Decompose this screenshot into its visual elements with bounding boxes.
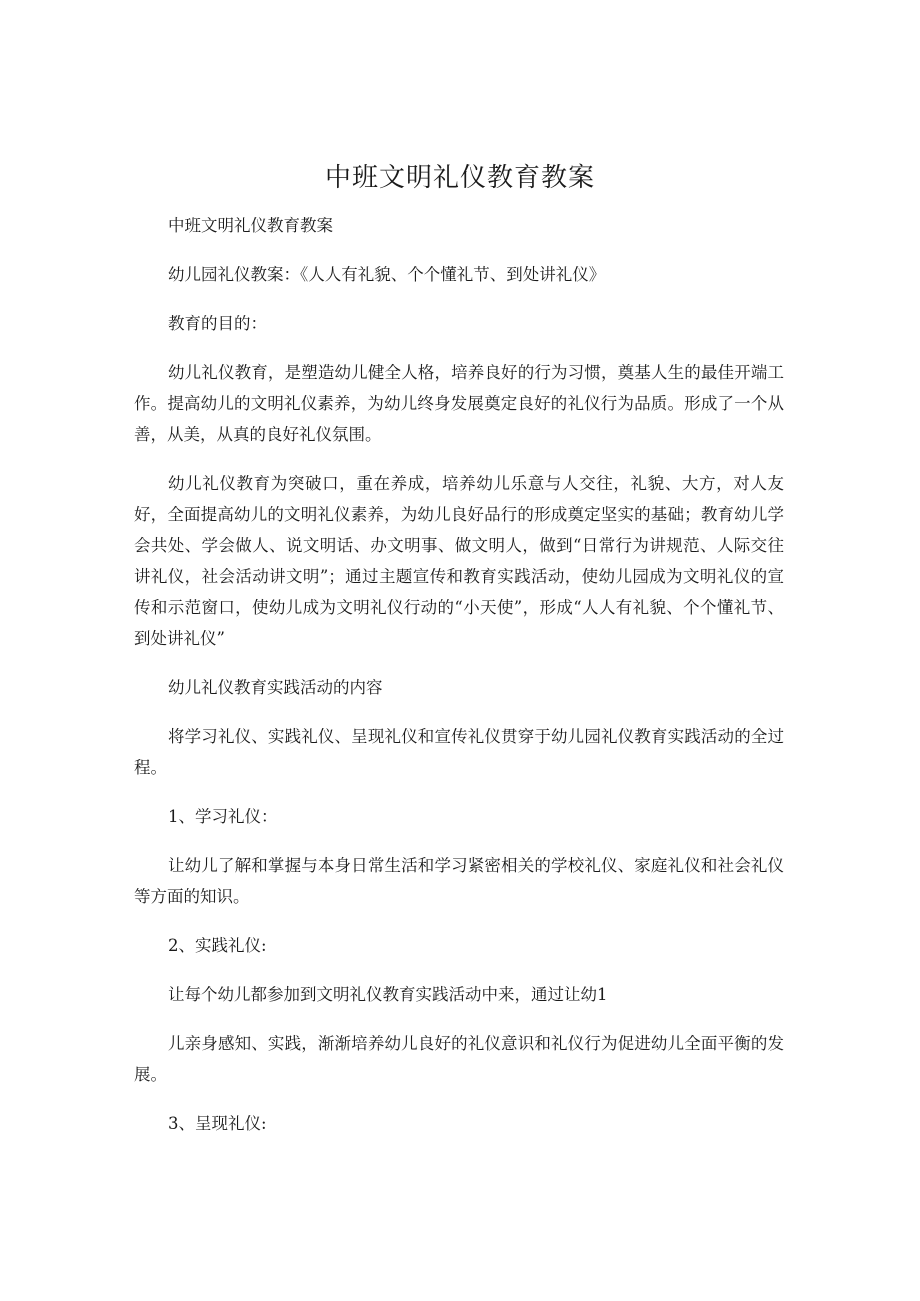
paragraph-lesson-title: 幼儿园礼仪教案：《人人有礼貌、个个懂礼节、到处讲礼仪》 — [168, 265, 606, 284]
paragraph-item-2-heading: 2、实践礼仪: — [168, 936, 267, 955]
paragraph-purpose-2: 幼儿礼仪教育为突破口，重在养成，培养幼儿乐意与人交往，礼貌、大方，对人友好，全面提高幼儿的文明礼仪素养，为幼儿良好品行的形成奠定坚实的基础；教育幼儿学会共处、学会做人、说文明话、办文明事、做文明人，做到“日常行为讲规范、人际交往讲礼仪，社会活动讲文明”；通过主题宣传和教育实践活动，使幼儿园成为文明礼仪的宣传和示范窗口，使幼儿成为文明礼仪行动的“小天使”，形成“人人有礼貌、个个懂礼节、到处讲礼仪” — [134, 474, 784, 648]
paragraph-content-intro: 将学习礼仪、实践礼仪、呈现礼仪和宣传礼仪贯穿于幼儿园礼仪教育实践活动的全过程。 — [134, 727, 784, 777]
paragraph-item-1-heading: 1、学习礼仪： — [168, 807, 278, 826]
document-title: 中班文明礼仪教育教案 — [324, 163, 595, 193]
paragraph-content-heading: 幼儿礼仪教育实践活动的内容 — [168, 678, 383, 697]
paragraph-item-2-text-b: 儿亲身感知、实践，渐渐培养幼儿良好的礼仪意识和礼仪行为促进幼儿全面平衡的发展。 — [134, 1034, 784, 1084]
document-body — [134, 210, 784, 1157]
paragraph-purpose-1: 幼儿礼仪教育，是塑造幼儿健全人格，培养良好的行为习惯，奠基人生的最佳开端工作。提高幼儿的文明礼仪素养，为幼儿终身发展奠定良好的礼仪行为品质。形成了一个从善，从美，从真的良好礼仪氛围。 — [134, 363, 784, 444]
paragraph-item-3-heading: 3、呈现礼仪: — [168, 1114, 267, 1133]
paragraph-item-2-text-a: 让每个幼儿都参加到文明礼仪教育实践活动中来，通过让幼1 — [168, 985, 608, 1004]
paragraph-subtitle: 中班文明礼仪教育教案 — [168, 216, 333, 235]
paragraph-item-1-text: 让幼儿了解和掌握与本身日常生活和学习紧密相关的学校礼仪、家庭礼仪和社会礼仪等方面的知识。 — [134, 856, 784, 906]
paragraph-purpose-heading: 教育的目的： — [168, 314, 267, 333]
